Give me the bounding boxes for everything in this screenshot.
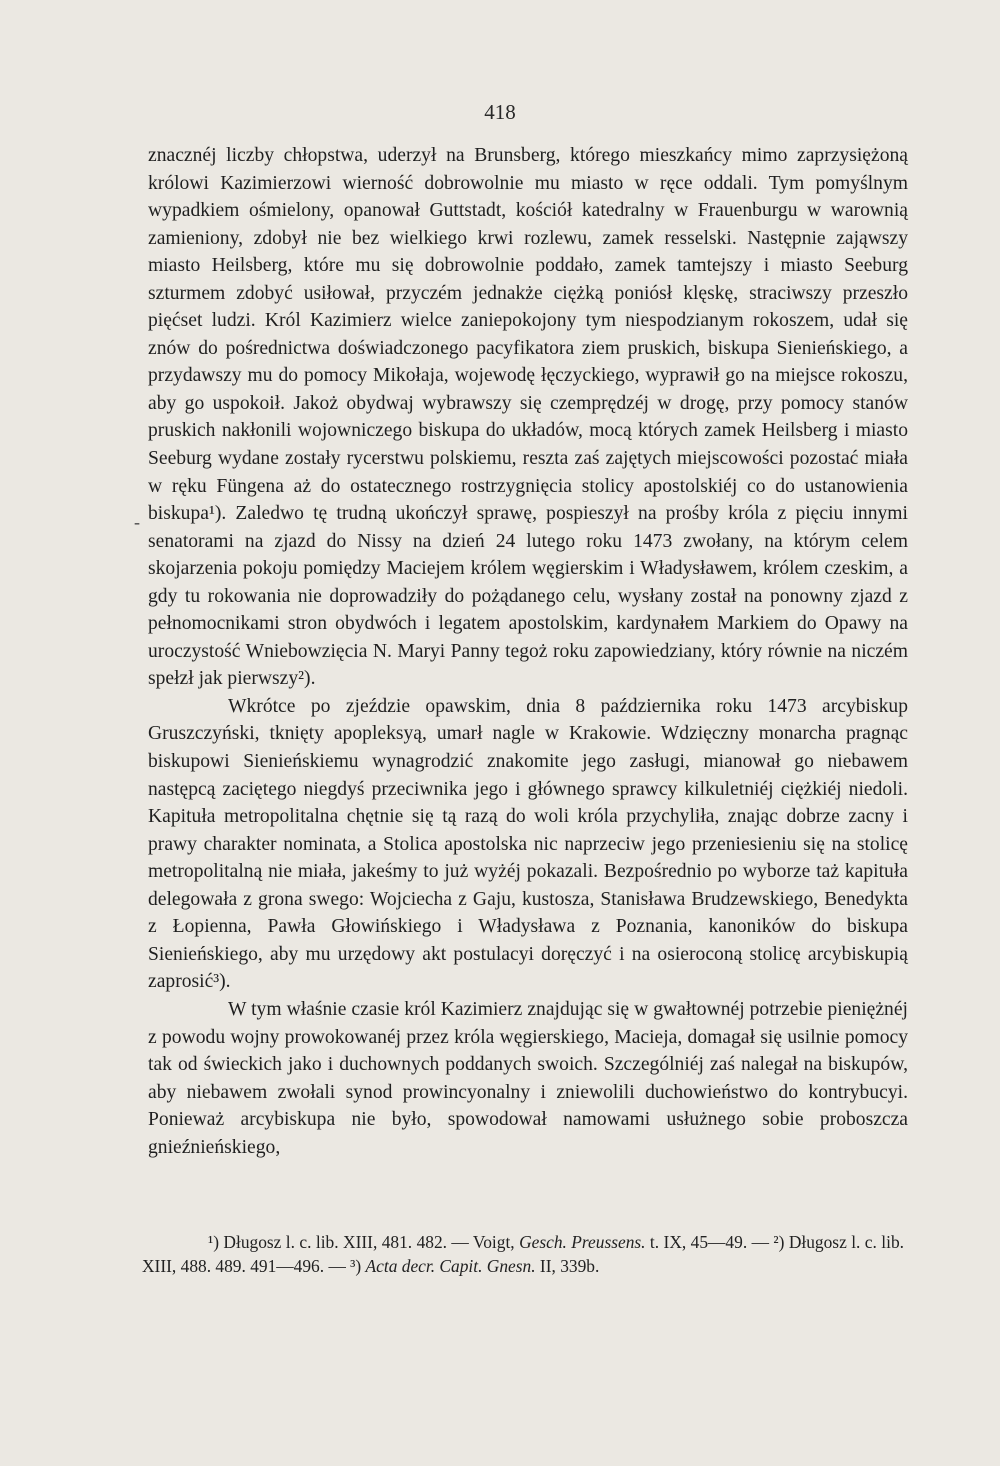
footnote-text — [142, 1230, 904, 1278]
footnote-1-title: Gesch. Preussens. — [519, 1232, 646, 1252]
footnotes — [142, 1230, 904, 1278]
footnote-3-text: II, 339b. — [535, 1256, 600, 1276]
margin-mark: - — [134, 512, 140, 532]
page-number: 418 — [484, 100, 516, 124]
body-text — [148, 142, 908, 1161]
paragraph-1: znacznéj liczby chłopstwa, uderzył na Brunsberg, którego mieszkańcy mimo zaprzysiężoną królowi Kazimierzowi wierność dobrowolnie mu miasto w ręce oddali. Tym pomyślnym wypadkiem ośmielony, opanował Guttstadt, kościół katedralny w Frauenburgu w warownią zamieniony, zdobył nie bez wielkiego krwi rozlewu, zamek resselski. Następnie zająwszy miasto Heilsberg, które mu się dobrowolnie poddało, zamek tamtejszy i miasto Seeburg szturmem zdobyć usiłował, przyczém jednakże ciężką poniósł klęskę, straciwszy przeszło pięćset ludzi. Król Kazimierz wielce zaniepokojony tym niespodzianym rokoszem, udał się znów do pośrednictwa doświadczonego pacyfikatora ziem pruskich, biskupa Sienieńskiego, a przydawszy mu do pomocy Mikołaja, wojewodę łęczyckiego, wyprawił go na miejsce rokoszu, aby go uspokoił. Jakoż obydwaj wybrawszy się czemprędzéj w drogę, przy pomocy stanów pruskich nakłonili wojowniczego biskupa do układów, mocą których zamek Heilsberg i miasto Seeburg wydane zostały rycerstwu polskiemu, reszta zaś zajętych miejscowości pozostać miała w ręku Füngena aż do ostatecznego rostrzygnięcia stolicy apostolskiéj co do ustanowienia biskupa¹). Zaledwo tę trudną ukończył sprawę, pospieszył na prośby króla z pięciu innymi senatorami na zjazd do Nissy na dzień 24 lutego roku 1473 zwołany, na którym celem skojarzenia pokoju pomiędzy Maciejem królem węgierskim i Władysławem, królem czeskim, a gdy tu rokowania nie doprowadziły do pożądanego celu, wysłany został na ponowny zjazd z pełnomocnikami stron obydwóch i legatem apostolskim, kardynałem Markiem do Opawy na uroczystość Wniebowzięcia N. Maryi Panny tegoż roku zapowiedziany, który równie na niczém spełzł jak pierwszy²). — [148, 145, 908, 690]
paragraph-3: W tym właśnie czasie król Kazimierz znajdując się w gwałtownéj potrzebie pieniężnéj z powodu wojny prowokowanéj przez króla węgierskiego, Macieja, domagał się usilnie pomocy tak od świeckich jako i duchownych poddanych swoich. Szczególniéj zaś nalegał na biskupów, aby niebawem zwołali synod prowincyonalny i zniewolili duchowieństwo do kontrybucyi. Ponieważ arcybiskupa nie było, spowodował namowami usłużnego sobie proboszcza gnieźnieńskiego, — [148, 998, 908, 1158]
footnote-3-title: Acta decr. Capit. Gnesn. — [365, 1256, 536, 1276]
paragraph-2: Wkrótce po zjeździe opawskim, dnia 8 października roku 1473 arcybiskup Gruszczyński, tknięty apopleksyą, umarł nagle w Krakowie. Wdzięczny monarcha pragnąc biskupowi Sienieńskiemu wynagrodzić znakomite jego zasługi, mianował go niebawem następcą zaciętego niegdyś przeciwnika jego i głównego sprawcy kilkuletniéj ciężkiéj niedoli. Kapituła metropolitalna chętnie się tą razą do woli króla przychyliła, znając dobrze zacny i prawy charakter nominata, a Stolica apostolska nic naprzeciw jego przeniesieniu się na stolicę metropolitalną nie miała, jakeśmy to już wyżéj pokazali. Bezpośrednio po wyborze taż kapituła delegowała z grona swego: Wojciecha z Gaju, kustosza, Stanisława Brudzewskiego, Benedykta z Łopienna, Pawła Głowińskiego i Władysława z Poznania, kanoników do biskupa Sienieńskiego, aby mu urzędowy akt postulacyi doręczyć i na osieroconą stolicę arcybiskupią zaprosić³). — [148, 695, 908, 993]
footnote-1-text: ¹) Długosz l. c. lib. XIII, 481. 482. — Voigt, — [208, 1232, 520, 1252]
footnote-2-text: t. IX, 45—49. — ²) Długosz l. c. lib. XIII, 488. 489. 491—496. — ³) — [142, 1232, 904, 1276]
